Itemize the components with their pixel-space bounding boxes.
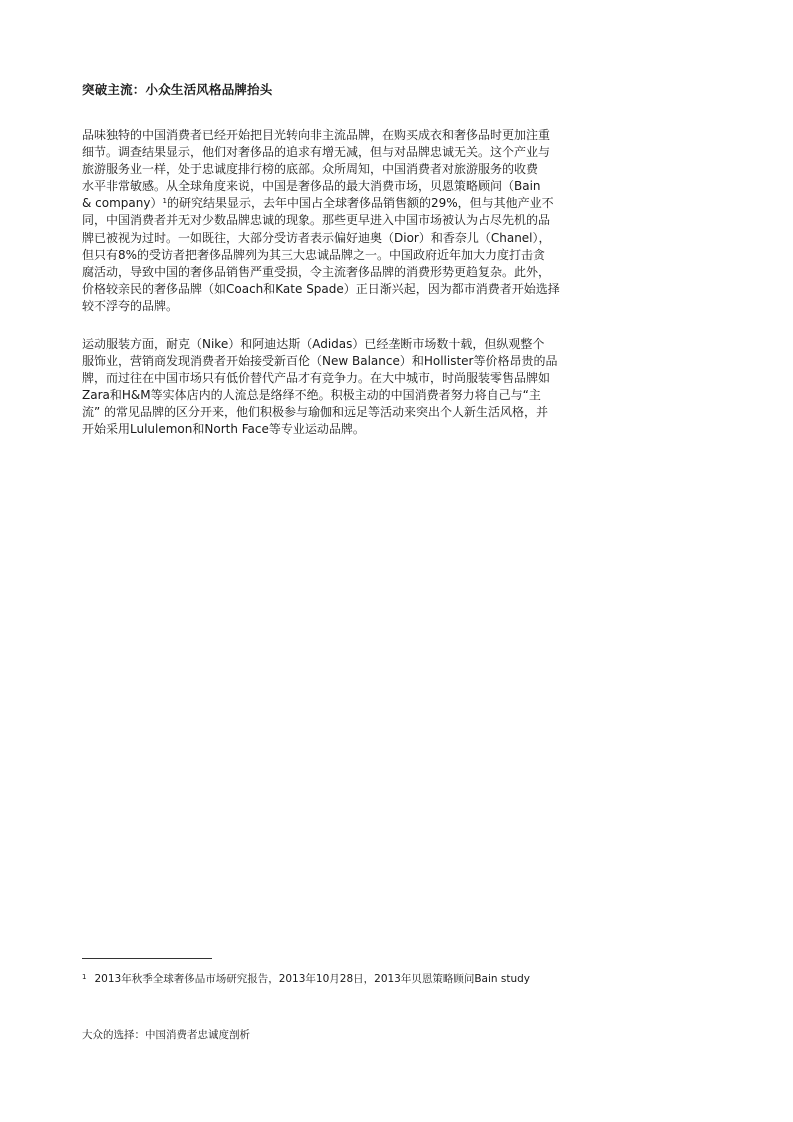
paragraph-line: 旅游服务业一样，处于忠诚度排行榜的底部。众所周知，中国消费者对旅游服务的收费 — [82, 162, 539, 177]
section-heading: 突破主流：小众生活风格品牌抬头 — [82, 82, 273, 97]
paragraph-line: 流” 的常见品牌的区分开来，他们积极参与瑜伽和远足等活动来突出个人新生活风格，并 — [82, 405, 549, 420]
footnote — [82, 970, 530, 986]
paragraph-line: 运动服装方面，耐克（Nike）和阿迪达斯（Adidas）已经垄断市场数十载，但纵观整个 — [82, 337, 545, 351]
paragraph-line: 同，中国消费者并无对少数品牌忠诚的现象。那些更早进入中国市场被认为占尽先机的品 — [82, 213, 551, 228]
paragraph-line: 牌已被视为过时。一如既往，大部分受访者表示偏好迪奥（Dior）和香奈儿（Chanel）， — [82, 230, 551, 245]
paragraph-line: 开始采用Lululemon和North Face等专业运动品牌。 — [82, 422, 365, 437]
paragraph-line: 腐活动，导致中国的奢侈品销售严重受损，令主流奢侈品牌的消费形势更趋复杂。此外， — [82, 264, 551, 279]
paragraph-line-with-footnote — [82, 195, 610, 212]
line-suffix: 的研究结果显示，去年中国占全球奢侈品销售额的29%，但与其他产业不 — [166, 196, 554, 211]
paragraph-line: 服饰业，营销商发现消费者开始接受新百伦（New Balance）和Hollister等价格昂贵的品 — [82, 354, 558, 369]
paragraph-line: 价格较亲民的奢侈品牌（如Coach和Kate Spade）正日渐兴起，因为都市消费者开始选择 — [82, 281, 560, 296]
footnote-mark: 1 — [82, 973, 87, 981]
line-prefix: & company） — [82, 196, 163, 211]
paragraph-line: 品味独特的中国消费者已经开始把目光转向非主流品牌，在购买成衣和奢侈品时更加注重 — [82, 128, 551, 142]
page-footer-title: 大众的选择：中国消费者忠诚度剖析 — [82, 1029, 250, 1041]
paragraph-line: 牌，而过往在中国市场只有低价替代产品才有竞争力。在大中城市，时尚服装零售品牌如 — [82, 371, 551, 386]
footnote-reference[interactable]: 1 — [162, 197, 167, 206]
paragraph-sportswear — [82, 336, 610, 439]
footnote-text: 2013年秋季全球奢侈品市场研究报告，2013年10月28日，2013年贝恩策略顾问Bain study — [94, 973, 531, 985]
paragraph-line: 但只有8%的受访者把奢侈品牌列为其三大忠诚品牌之一。中国政府近年加大力度打击贪 — [82, 247, 546, 262]
paragraph-line: 较不浮夸的品牌。 — [82, 298, 179, 313]
footnote-divider — [82, 958, 212, 959]
paragraph-luxury — [82, 127, 610, 315]
paragraph-line: Zara和H&M等实体店内的人流总是络绎不绝。积极主动的中国消费者努力将自己与“主 — [82, 388, 541, 403]
paragraph-line: 细节。调查结果显示，他们对奢侈品的追求有增无减，但与对品牌忠诚无关。这个产业与 — [82, 145, 551, 160]
paragraph-line: 水平非常敏感。从全球角度来说，中国是奢侈品的最大消费市场，贝恩策略顾问（Bain — [82, 179, 541, 194]
